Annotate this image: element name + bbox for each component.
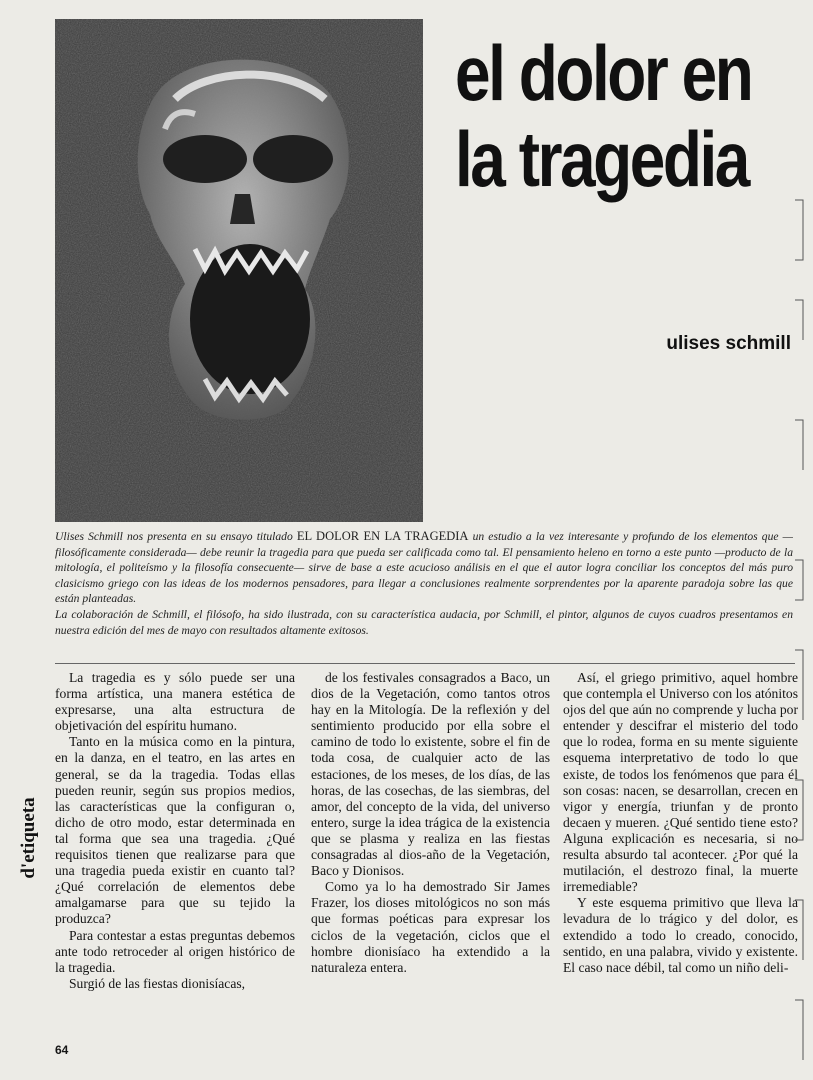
intro-text-b: un estudio a la vez interesante y profundo de los elementos que —filosóficamente considerada— debe reunir la tragedia para que pueda ser calificada como tal. El pensamiento heleno en torno a este punto —producto de la mitología, el politeísmo y la filosofía consecuente— sirve de base a este acucioso análisis en el que el autor logra conciliar los conceptos del más puro clasicismo griego con las ideas de los modernos pensadores, para llegar a conclusiones realmente sorprendentes por la aparente paradoja sobre las que están planteadas. [55, 530, 793, 606]
body-column-3 [563, 670, 798, 976]
side-label-text: d'etiqueta [18, 797, 39, 879]
body-paragraph: de los festivales consagrados a Baco, un dios de la Vegetación, como tantos otros hay en la Mitología. De la reflexión y del sentimiento producido por ella sobre el camino de todo lo existente, sobre el fin de toda cosa, de cualquier acto de las estaciones, de los meses, de los días, de las horas, de las cosechas, de las siembras, del amor, del concepto de la vida, del universo entero, surge la idea trágica de la existencia que se plasma y realiza en las fiestas consagradas al dios-año de la Vegetación, Baco y Dionisos. [311, 670, 550, 879]
binding-edge-marks [793, 0, 807, 1080]
body-paragraph: Y este esquema primitivo que lleva la levadura de lo trágico y del dolor, es extendido a todo lo creado, conocido, sentido, en una palabra, vivido y existente. El caso nace débil, tal como un niño deli- [563, 895, 798, 975]
skull-painting [55, 19, 423, 522]
body-paragraph: Para contestar a estas preguntas debemos ante todo retroceder al origen histórico de la tragedia. [55, 927, 295, 975]
intro-text-a: Ulises Schmill nos presenta en su ensayo titulado [55, 530, 297, 543]
skull-image [55, 19, 423, 522]
page-number: 64 [55, 1043, 69, 1057]
intro-title-caps: EL DOLOR EN LA TRAGEDIA [296, 529, 469, 543]
body-column-1 [55, 670, 295, 992]
body-paragraph: Como ya lo ha demostrado Sir James Frazer, los dioses mitológicos no son más que formas poéticas para expresar los ciclos de la vegetación, ciclos que el hombre dionisíaco ha extendido a la naturaleza entera. [311, 879, 550, 975]
intro-paragraph-2: La colaboración de Schmill, el filósofo, ha sido ilustrada, con su característica audacia, por Schmill, el pintor, algunos de cuyos cuadros presentamos en nuestra edición del mes de mayo con resultados altamente exitosos. [55, 607, 793, 637]
body-paragraph: Surgió de las fiestas dionisíacas, [69, 975, 246, 991]
divider-rule [55, 663, 795, 664]
body-paragraph: Así, el griego primitivo, aquel hombre que contempla el Universo con los atónitos ojos del que aún no comprende y lucha por entender y descifrar el misterio del todo que lo rodea, forma en su mente siguiente esquema interpretativo de todo lo que existe, de todos los fenómenos que para él son cosas: nacen, se desarrollan, crecen en vigor y energía, triunfan y de pronto decaen y mueren. ¿Qué sentido tiene esto? Alguna explicación es necesaria, si no resulta absurdo tal acontecer. ¿Por qué la mutilación, el destrozo final, la muerte irremediable? [563, 670, 798, 895]
body-column-2 [311, 670, 550, 976]
article-intro [55, 529, 793, 638]
title-line-1: el dolor en [455, 29, 752, 117]
article-title [455, 29, 752, 203]
author-name: ulises schmill [666, 333, 791, 354]
body-paragraph: La tragedia es y sólo puede ser una forma artística, una manera estética de expresarse, una alta estructura de objetivación del espíritu humano. [55, 670, 295, 734]
intro-paragraph [55, 529, 793, 607]
section-side-label [18, 778, 40, 898]
title-line-2: la tragedia [455, 115, 748, 203]
body-paragraph: Tanto en la música como en la pintura, en la danza, en el teatro, en las artes en general, se da la tragedia. Todas ellas pueden reunir, según sus propios medios, las características que la configuran o, dicho de otro modo, estar determinada en tal forma que sea una tragedia. ¿Qué requisitos tienen que realizarse para que una tragedia pueda existir en cuanto tal? ¿Qué correlación de elementos debe amalgamarse para que su tejido la produzca? [55, 734, 295, 927]
